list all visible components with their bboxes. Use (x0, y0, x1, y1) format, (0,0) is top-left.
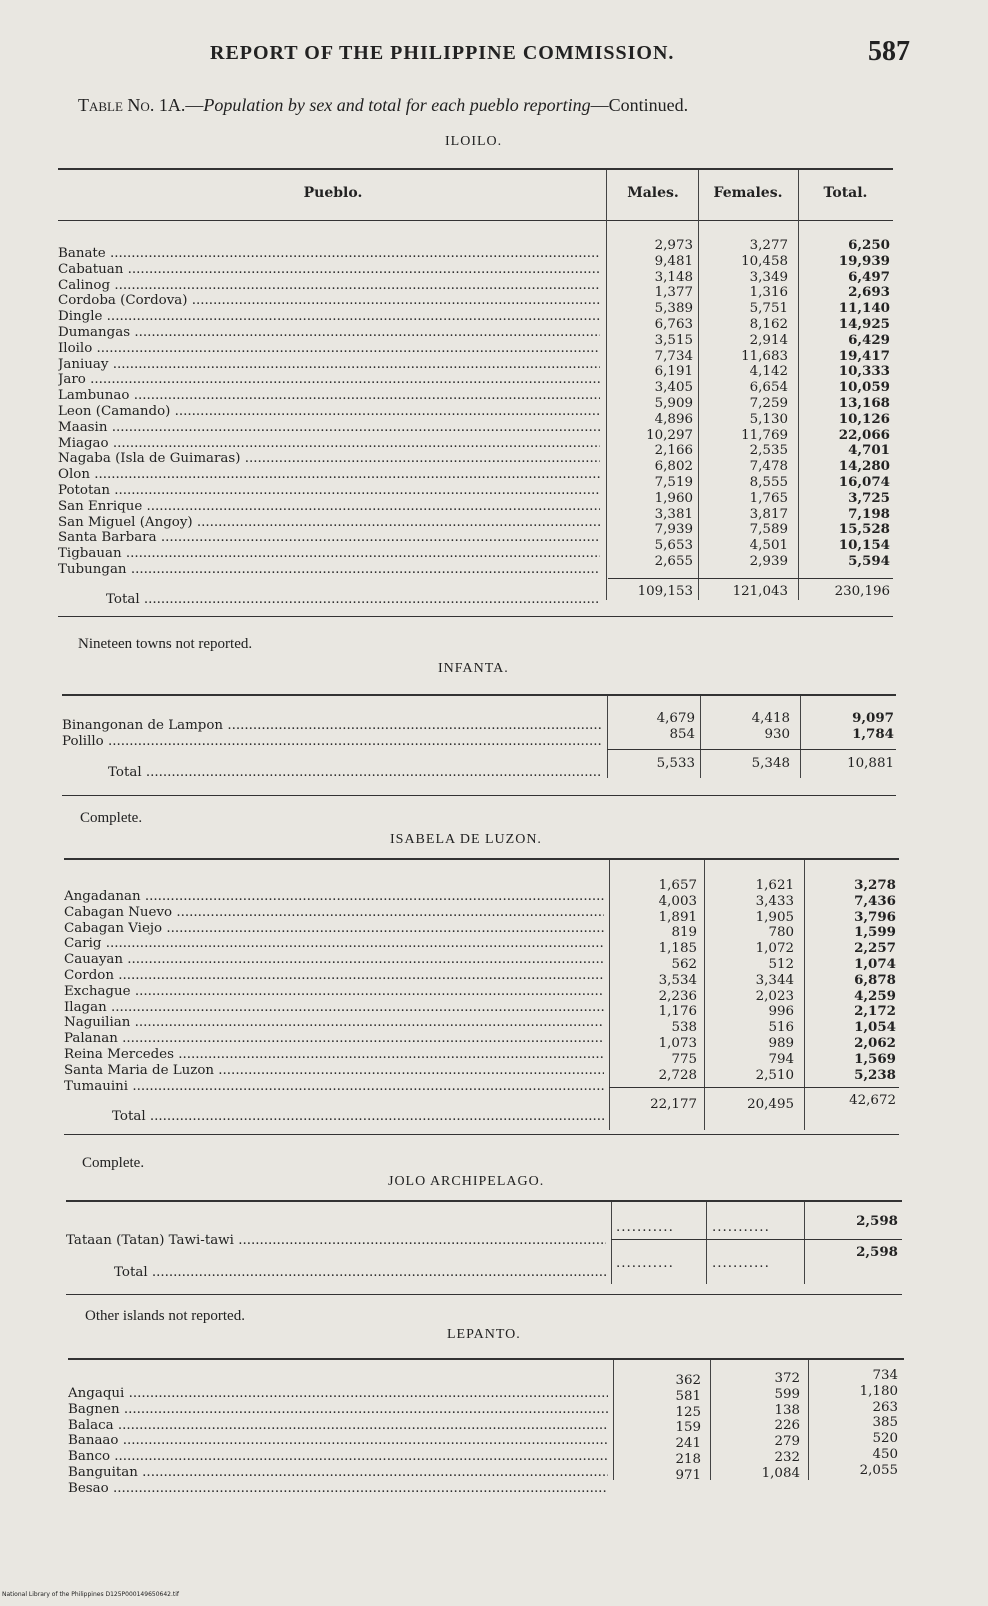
males-column (618, 238, 693, 570)
note-iloilo: Nineteen towns not reported. (78, 636, 253, 652)
bottom-rule (64, 1134, 899, 1135)
cell-females: 8,162 (749, 316, 788, 332)
column-divider (808, 1360, 809, 1480)
table-row: Bagnen ..... (68, 1402, 608, 1418)
cell-males: 1,176 (658, 1004, 697, 1020)
cell-total: 5,594 (848, 552, 890, 569)
cell-females: 2,535 (749, 443, 788, 459)
cell-males: 775 (671, 1051, 697, 1067)
cell-females: 4,501 (749, 538, 788, 554)
cell-females: 599 (774, 1386, 800, 1402)
cell-males: 4,003 (658, 893, 697, 909)
table-row: Polillo ..... (62, 734, 602, 750)
column-divider (609, 860, 610, 1130)
total-label: Total ..... (114, 1265, 606, 1280)
column-divider (700, 696, 701, 778)
cell-females: 2,914 (749, 332, 788, 348)
cell-males: 125 (675, 1404, 701, 1420)
cell-females: 1,621 (755, 878, 794, 893)
table-row: Lambunao ..... (58, 388, 600, 404)
page-number: 587 (868, 36, 910, 67)
table-row: Cabatuan ..... (58, 262, 600, 278)
cell-total: 7,198 (848, 505, 890, 522)
table-row: Tumauini ..... (64, 1079, 604, 1095)
header-males: Males. (627, 185, 679, 201)
total-males: 5,533 (656, 756, 695, 771)
table-row: Cordoba (Cordova) ..... (58, 293, 600, 309)
cell-total: 10,333 (838, 363, 890, 380)
cell-males: 3,381 (654, 506, 693, 522)
cell-total: 1,074 (854, 955, 896, 972)
caption-dash: — (185, 95, 204, 115)
table-title: Population by sex and total for each pueblo reporting (203, 95, 591, 115)
cell-total: 2,598 (856, 1213, 898, 1229)
cell-total: 4,701 (848, 442, 890, 459)
cell-total: 16,074 (838, 473, 890, 490)
cell-males: 1,377 (654, 285, 693, 301)
cell-total: 6,878 (854, 971, 896, 988)
table-row: Banco ..... (68, 1449, 608, 1465)
total-total: 42,672 (849, 1093, 896, 1108)
table-row: Angaqui ..... (68, 1386, 608, 1402)
cell-males: 5,909 (654, 395, 693, 411)
table-row: Tataan (Tatan) Tawi-tawi ..... (66, 1233, 606, 1249)
cell-total: 6,250 (848, 237, 890, 253)
cell-females: 780 (768, 925, 794, 941)
cell-males: 971 (675, 1467, 701, 1483)
cell-total: 14,280 (838, 458, 890, 475)
cell-males: 3,405 (654, 380, 693, 396)
cell-total: 11,140 (838, 300, 890, 317)
cell-males: 5,389 (654, 301, 693, 317)
cell-total: 1,054 (854, 1019, 896, 1036)
iloilo-table (58, 168, 893, 628)
cell-total: 19,939 (838, 252, 890, 269)
cell-males: 7,519 (654, 474, 693, 490)
section-heading-lepanto: LEPANTO. (447, 1327, 521, 1342)
cell-total: 3,725 (848, 489, 890, 506)
cell-males: 2,166 (654, 443, 693, 459)
total-column (814, 878, 896, 1083)
cell-males: 241 (675, 1436, 701, 1452)
cell-total: 1,599 (854, 924, 896, 941)
column-divider (804, 860, 805, 1130)
total-females: 121,043 (732, 584, 788, 599)
total-row (114, 1265, 606, 1281)
cell-total: 3,278 (854, 877, 896, 893)
total-females: 5,348 (751, 756, 790, 771)
total-total: 2,598 (856, 1244, 898, 1260)
cell-males: 2,728 (658, 1067, 697, 1083)
section-heading-jolo: JOLO ARCHIPELAGO. (388, 1174, 545, 1189)
total-label: Total ..... (108, 765, 602, 780)
cell-total: 1,569 (854, 1050, 896, 1067)
column-divider (698, 170, 699, 600)
cell-total: 2,693 (848, 284, 890, 301)
cell-females: 6,654 (749, 380, 788, 396)
note-infanta: Complete. (80, 810, 143, 826)
cell-females: 1,084 (761, 1465, 800, 1481)
table-row: Maasin ..... (58, 420, 600, 436)
table-row: Besao ..... (68, 1481, 608, 1497)
table-row: Cauayan ..... (64, 952, 604, 968)
cell-females: 279 (774, 1434, 800, 1450)
cell-total: 263 (872, 1399, 898, 1415)
cell-males: 854 (669, 726, 695, 742)
total-males: 109,153 (637, 584, 693, 599)
table-row: Leon (Camando) ..... (58, 404, 600, 420)
cell-males: 4,896 (654, 411, 693, 427)
total-row (112, 1109, 604, 1125)
column-divider (804, 1202, 805, 1284)
total-rule (608, 578, 893, 579)
cell-females: 989 (768, 1035, 794, 1051)
total-females: 20,495 (747, 1097, 794, 1112)
males-column (617, 711, 695, 743)
table-row: Cabagan Viejo ..... (64, 921, 604, 937)
cell-total: 6,429 (848, 331, 890, 348)
table-row: Janiuay ..... (58, 357, 600, 373)
pueblo-names (64, 889, 604, 1094)
empty-cell-dots: ........... (616, 1220, 674, 1235)
note-isabela: Complete. (82, 1155, 145, 1171)
table-caption (78, 95, 688, 116)
table-row: Angadanan ..... (64, 889, 604, 905)
cell-females: 5,130 (749, 411, 788, 427)
cell-females: 3,344 (755, 972, 794, 988)
cell-total: 734 (872, 1368, 898, 1383)
table-row: Banate ..... (58, 246, 600, 262)
pueblo-names (66, 1233, 606, 1249)
cell-total: 1,180 (859, 1383, 898, 1399)
total-label: Total ..... (106, 592, 600, 607)
cell-total: 10,126 (838, 410, 890, 427)
total-row (108, 765, 602, 781)
cell-males: 3,148 (654, 269, 693, 285)
cell-females: 8,555 (749, 474, 788, 490)
cell-males: 7,734 (654, 348, 693, 364)
cell-females: 226 (774, 1418, 800, 1434)
section-heading-iloilo: ILOILO. (445, 134, 503, 149)
males-column (623, 1373, 701, 1484)
cell-males: 3,534 (658, 972, 697, 988)
cell-total: 1,784 (852, 725, 894, 742)
table-row: Cabagan Nuevo ..... (64, 905, 604, 921)
females-column (720, 1371, 800, 1482)
cell-total: 9,097 (852, 710, 894, 726)
table-row: Calinog ..... (58, 278, 600, 294)
females-column (710, 711, 790, 743)
cell-females: 2,023 (755, 988, 794, 1004)
total-label: Total ..... (112, 1109, 604, 1124)
total-row (106, 592, 600, 608)
column-divider (704, 860, 705, 1130)
empty-cell-dots: ........... (616, 1256, 674, 1271)
column-divider (611, 1202, 612, 1284)
cell-females: 7,478 (749, 459, 788, 475)
table-row: Pototan ..... (58, 483, 600, 499)
cell-females: 930 (764, 726, 790, 742)
cell-total: 19,417 (838, 347, 890, 364)
cell-males: 9,481 (654, 253, 693, 269)
cell-males: 2,973 (654, 238, 693, 253)
cell-males: 10,297 (646, 427, 693, 443)
cell-females: 4,418 (751, 711, 790, 726)
table-label: Table No. 1A. (78, 95, 186, 115)
cell-females: 372 (774, 1371, 800, 1386)
cell-males: 4,679 (656, 711, 695, 726)
column-divider (607, 696, 608, 778)
cell-total: 3,796 (854, 908, 896, 925)
total-males: 22,177 (650, 1097, 697, 1112)
table-row: Santa Barbara ..... (58, 530, 600, 546)
total-column (808, 238, 890, 570)
cell-total: 15,528 (838, 521, 890, 538)
header-females: Females. (713, 185, 783, 201)
table-row: Dumangas ..... (58, 325, 600, 341)
cell-females: 3,349 (749, 269, 788, 285)
table-row: Miagao ..... (58, 436, 600, 452)
cell-females: 3,817 (749, 506, 788, 522)
page-header (200, 36, 920, 72)
column-divider (706, 1202, 707, 1284)
cell-females: 10,458 (741, 253, 788, 269)
cell-females: 11,769 (741, 427, 788, 443)
cell-males: 362 (675, 1373, 701, 1388)
cell-males: 562 (671, 956, 697, 972)
cell-total: 6,497 (848, 268, 890, 285)
cell-males: 1,960 (654, 490, 693, 506)
table-row: Olon ..... (58, 467, 600, 483)
note-jolo: Other islands not reported. (85, 1308, 245, 1324)
bottom-rule (58, 616, 893, 617)
cell-females: 138 (774, 1402, 800, 1418)
table-row: Tubungan ..... (58, 562, 600, 578)
table-row: Exchague ..... (64, 984, 604, 1000)
lepanto-table (68, 1358, 904, 1508)
section-heading-isabela: ISABELA DE LUZON. (390, 832, 542, 847)
cell-total: 520 (872, 1431, 898, 1447)
section-heading-infanta: INFANTA. (438, 661, 509, 676)
header-total: Total. (823, 185, 868, 201)
cell-total: 5,238 (854, 1066, 896, 1083)
pueblo-names (58, 246, 600, 578)
cell-females: 4,142 (749, 364, 788, 380)
top-rule (68, 1358, 904, 1360)
table-row: Iloilo ..... (58, 341, 600, 357)
cell-total: 2,172 (854, 1003, 896, 1020)
total-column (814, 1214, 898, 1230)
table-row: Reina Mercedes ..... (64, 1047, 604, 1063)
column-divider (800, 696, 801, 778)
cell-males: 1,657 (658, 878, 697, 893)
jolo-table (66, 1200, 902, 1300)
table-row: Dingle ..... (58, 309, 600, 325)
cell-females: 2,939 (749, 553, 788, 569)
pueblo-names (62, 718, 602, 750)
cell-females: 3,277 (749, 238, 788, 253)
cell-females: 794 (768, 1051, 794, 1067)
cell-females: 11,683 (741, 348, 788, 364)
top-rule (58, 168, 893, 170)
cell-males: 5,653 (654, 538, 693, 554)
empty-cell-dots: ........... (712, 1256, 770, 1271)
cell-males: 581 (675, 1388, 701, 1404)
total-total: 230,196 (834, 584, 890, 599)
cell-males: 538 (671, 1020, 697, 1036)
cell-females: 7,589 (749, 522, 788, 538)
bottom-rule (62, 795, 896, 796)
column-divider (710, 1360, 711, 1480)
cell-total: 385 (872, 1415, 898, 1431)
empty-cell-dots: ........... (712, 1220, 770, 1235)
cell-total: 10,154 (838, 537, 890, 554)
table-row: San Enrique ..... (58, 499, 600, 515)
top-rule (66, 1200, 902, 1202)
pueblo-names (68, 1386, 608, 1497)
cell-males: 1,891 (658, 909, 697, 925)
table-row: Naguilian ..... (64, 1015, 604, 1031)
males-column (619, 878, 697, 1083)
header-rule (58, 220, 893, 221)
table-row: Binangonan de Lampon ..... (62, 718, 602, 734)
cell-males: 1,073 (658, 1035, 697, 1051)
top-rule (64, 858, 899, 860)
females-column (708, 238, 788, 570)
total-rule (607, 749, 896, 750)
top-rule (62, 694, 896, 696)
cell-males: 6,802 (654, 459, 693, 475)
cell-males: 159 (675, 1420, 701, 1436)
cell-males: 7,939 (654, 522, 693, 538)
cell-total: 14,925 (838, 315, 890, 332)
cell-males: 819 (671, 925, 697, 941)
cell-females: 516 (768, 1020, 794, 1036)
cell-females: 1,765 (749, 490, 788, 506)
table-row: Banguitan ..... (68, 1465, 608, 1481)
table-row: Nagaba (Isla de Guimaras) ..... (58, 451, 600, 467)
cell-females: 232 (774, 1449, 800, 1465)
isabela-table (64, 858, 899, 1138)
cell-total: 4,259 (854, 987, 896, 1004)
total-column (810, 711, 894, 743)
table-row: San Miguel (Angoy) ..... (58, 515, 600, 531)
table-row: Palanan ..... (64, 1031, 604, 1047)
table-row: Santa Maria de Luzon ..... (64, 1063, 604, 1079)
column-divider (606, 170, 607, 600)
scan-credit: National Library of the Philippines D125P000149650642.tif (2, 1591, 180, 1598)
table-row: Carig ..... (64, 936, 604, 952)
cell-total: 450 (872, 1446, 898, 1462)
table-row: Cordon ..... (64, 968, 604, 984)
cell-males: 6,191 (654, 364, 693, 380)
cell-females: 1,316 (749, 285, 788, 301)
cell-males: 218 (675, 1451, 701, 1467)
cell-total: 22,066 (838, 426, 890, 443)
table-row: Balaca ..... (68, 1418, 608, 1434)
cell-females: 3,433 (755, 893, 794, 909)
cell-males: 2,655 (654, 553, 693, 569)
females-column (714, 878, 794, 1083)
cell-females: 7,259 (749, 395, 788, 411)
cell-males: 3,515 (654, 332, 693, 348)
cell-females: 996 (768, 1004, 794, 1020)
total-total: 10,881 (847, 756, 894, 771)
cell-females: 5,751 (749, 301, 788, 317)
total-column (818, 1368, 898, 1479)
cell-males: 1,185 (658, 941, 697, 957)
cell-total: 7,436 (854, 892, 896, 909)
cell-males: 2,236 (658, 988, 697, 1004)
table-row: Ilagan ..... (64, 1000, 604, 1016)
table-continued: —Continued. (590, 95, 689, 115)
cell-females: 512 (768, 956, 794, 972)
table-row: Tigbauan ..... (58, 546, 600, 562)
running-title: REPORT OF THE PHILIPPINE COMMISSION. (210, 42, 675, 64)
bottom-rule (66, 1294, 902, 1295)
table-row: Jaro ..... (58, 372, 600, 388)
cell-males: 6,763 (654, 316, 693, 332)
column-divider (798, 170, 799, 600)
cell-females: 1,072 (755, 941, 794, 957)
cell-total: 2,055 (859, 1462, 898, 1478)
column-divider (613, 1360, 614, 1480)
total-rule (609, 1087, 899, 1088)
cell-total: 2,062 (854, 1034, 896, 1051)
infanta-table (62, 694, 896, 804)
header-pueblo: Pueblo. (303, 185, 363, 201)
cell-females: 1,905 (755, 909, 794, 925)
cell-total: 13,168 (838, 394, 890, 411)
cell-females: 2,510 (755, 1067, 794, 1083)
table-row: Banaao ..... (68, 1433, 608, 1449)
cell-total: 2,257 (854, 940, 896, 957)
total-rule (611, 1239, 902, 1240)
cell-total: 10,059 (838, 379, 890, 396)
